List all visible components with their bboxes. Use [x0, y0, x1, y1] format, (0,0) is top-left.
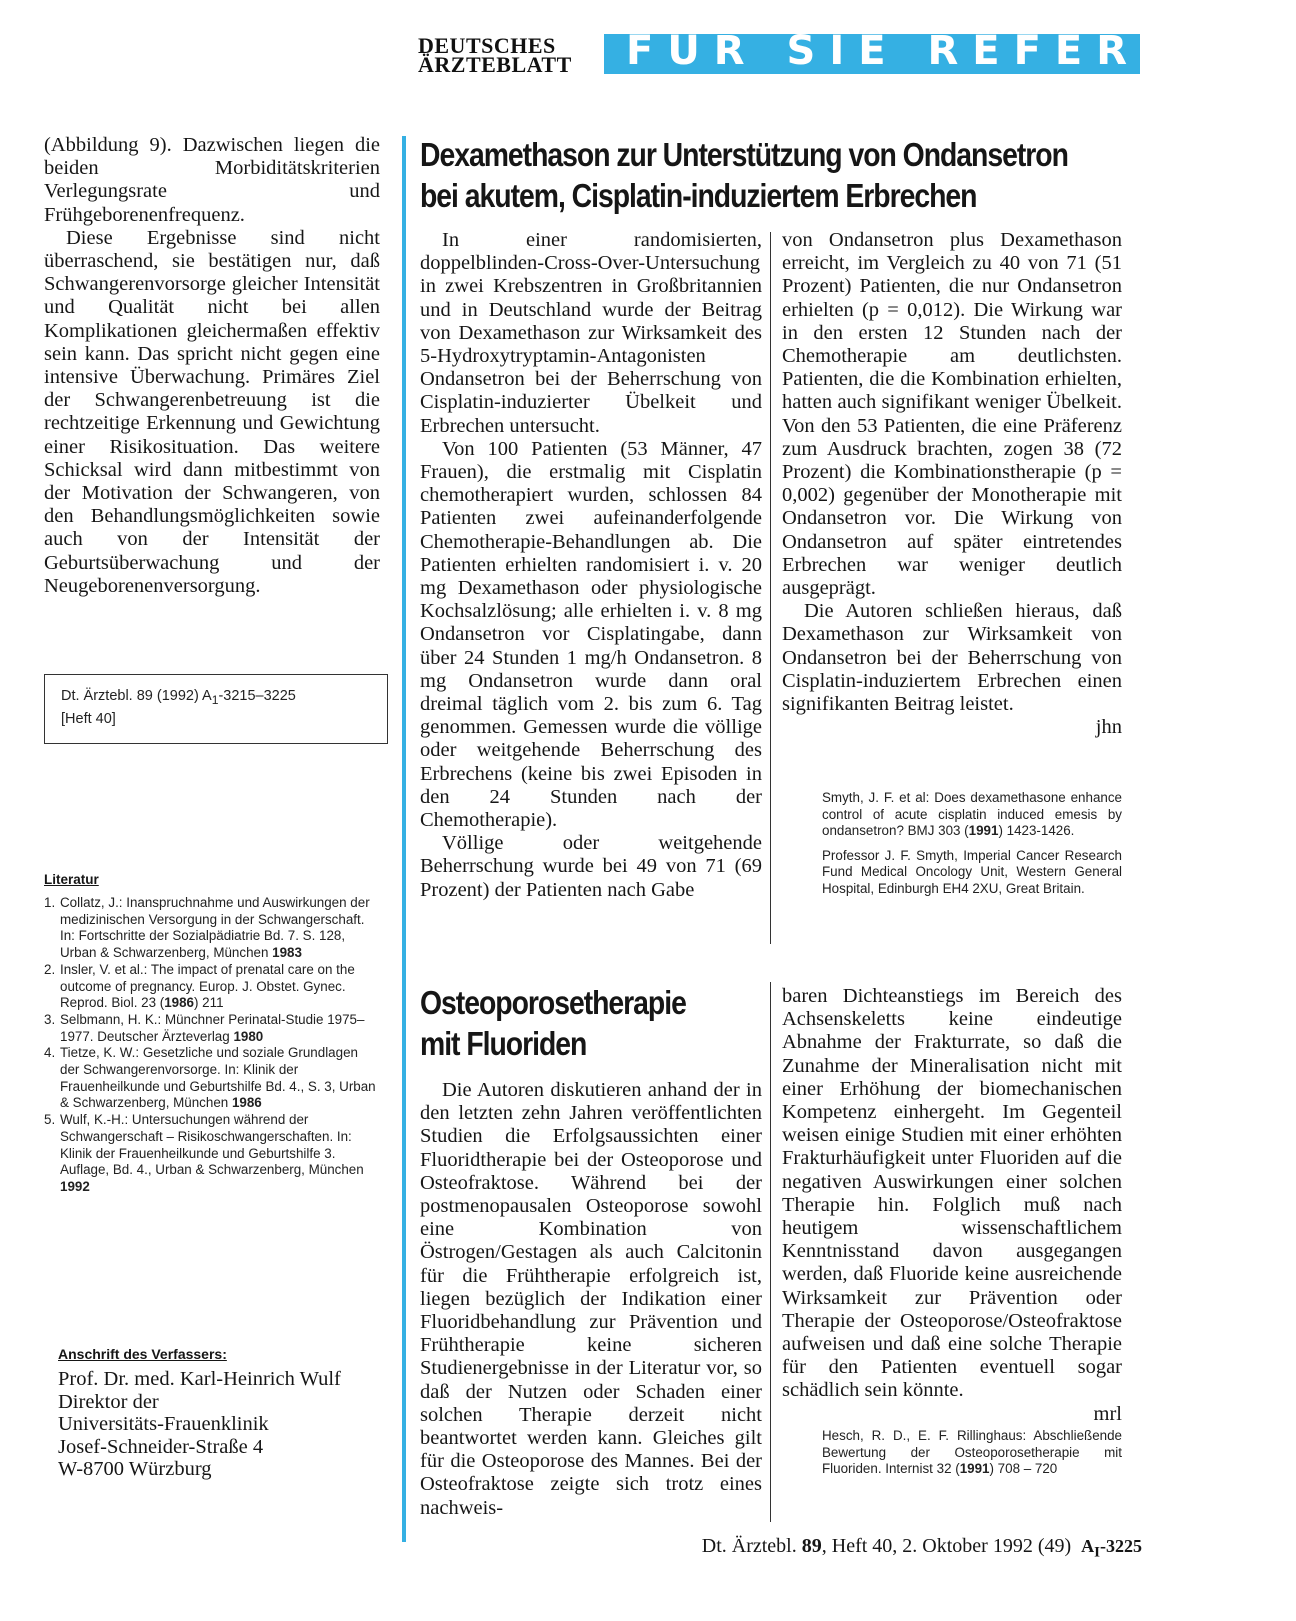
article-1-signature-row	[782, 716, 1122, 739]
left-paragraph-2: Diese Ergebnisse sind nicht überraschend, sie bestätigen nur, daß Schwangerenvorsorge gleicher Intensität und Qualität nicht bei allen Komplikationen gleichermaßen effektiv sein kann. Das spricht nicht gegen eine intensive Überwachung. Primäres Ziel der Schwangerenbetreuung ist die rechtzeitige Erkennung und Gewichtung einer Risikosituation. Das weitere Schicksal wird dann mitbestimmt von der Motivation der Schwangeren, von den Behandlungsmöglichkeiten sowie auch von der Intensität der Geburtsüberwachung und der Neugeborenenversorgung.	[44, 226, 380, 597]
article-1-signature: jhn	[1095, 716, 1122, 739]
literatur-item: 1. Collatz, J.: Inanspruchnahme und Auswirkungen der medizinischen Versorgung in der Schwangerschaft. In: Fortschritte der Sozialpädiatrie Bd. 7. S. 128, Urban & Schwarzenberg, München 1983	[44, 895, 370, 961]
article-1-paragraph: von Ondansetron plus Dexamethason erreicht, im Vergleich zu 40 von 71 (51 Prozent) Patienten, die nur Ondansetron erhielten (p = 0,012). Die Wirkung war in den ersten 12 Stunden nach der Chemotherapie am deutlichsten. Patienten, die die Kombination erhielten, hatten auch signifikant weniger Übelkeit. Von den 53 Patienten, die eine Präferenz zum Ausdruck brachten, zogen 38 (72 Prozent) die Kombinationstherapie (p = 0,002) gegenüber der Monotherapie mit Ondansetron vor. Die Wirkung von Ondansetron auf später eintretendes Erbrechen war weniger deutlich ausgeprägt.	[782, 229, 1122, 600]
citation-box	[44, 674, 388, 744]
article-1-paragraph: Von 100 Patienten (53 Männer, 47 Frauen), die erstmalig mit Cisplatin chemotherapiert wurden, schlossen 84 Patienten zwei aufeinanderfolgende Chemotherapie-Behandlungen ab. Die Patienten erhielten randomisiert i. v. 20 mg Dexamethason oder physiologische Kochsalzlösung; alle erhielten i. v. 8 mg Ondansetron vor Cisplatingabe, dann über 24 Stunden 1 mg/h Ondansetron. 8 mg Ondansetron wurde dann oral dreimal täglich vom 2. bis zum 6. Tag genommen. Gemessen wurde die völlige oder weitgehende Beherrschung des Erbrechens (keine bis zwei Episoden in den 24 Stunden nach der Chemotherapie).	[420, 437, 762, 832]
section-banner	[604, 28, 1296, 74]
literatur-list	[44, 895, 380, 1196]
article-1-paragraph: Die Autoren schließen hieraus, daß Dexamethason zur Wirksamkeit von Ondansetron bei der Beherrschung von Cisplatin-induziertem Erbrechen einen signifikanten Beitrag leistet.	[782, 600, 1122, 716]
literatur-item: 4. Tietze, K. W.: Gesetzliche und soziale Grundlagen der Schwangerenvorsorge. In: Klinik der Frauenheilkunde und Geburtshilfe Bd. 4., S. 3, Urban & Schwarzenberg, München 1986	[44, 1045, 376, 1111]
address-line: Josef-Schneider-Straße 4	[58, 1435, 264, 1458]
address-line: Direktor der	[58, 1390, 159, 1413]
masthead-line-1: DEUTSCHES	[418, 33, 556, 58]
article-1-reference: Professor J. F. Smyth, Imperial Cancer Research Fund Medical Oncology Unit, Western General Hospital, Edinburgh EH4 2XU, Great Britain.	[822, 847, 1122, 896]
article-2-column-2	[782, 985, 1122, 1426]
article-2-signature-row	[782, 1403, 1122, 1426]
literatur-item: 3. Selbmann, H. K.: Münchner Perinatal-Studie 1975–1977. Deutscher Ärzteverlag 1980	[44, 1011, 365, 1044]
article-2-title-line-1: Osteoporosetherapie	[420, 984, 686, 1021]
citation-line-1: Dt. Ärztebl. 89 (1992) $A_1-3215-3225$	[61, 688, 296, 707]
article-2-paragraph: Die Autoren diskutieren anhand der in den letzten zehn Jahren veröffentlichten Studien die Erfolgsaussichten einer Fluoridtherapie bei der Osteoporose und Osteofraktose. Während bei der postmenopausalen Osteoporose sowohl eine Kombination von Östrogen/Gestagen als auch Calcitonin für die Frühtherapie erfolgreich ist, liegen bezüglich der Indikation einer Fluoridbehandlung zur Prävention und Frühtherapie keine sicheren Studienergebnisse in der Literatur vor, so daß der Nutzen oder Schaden einer solchen Therapie derzeit nicht beantwortet werden kann. Gleiches gilt für die Osteoporose des Mannes. Bei der Osteofraktose zeigte sich trotz eines nachweis-	[420, 1079, 762, 1519]
address-line: Universitäts-Frauenklinik	[58, 1413, 269, 1435]
article-2-signature: mrl	[1093, 1402, 1122, 1425]
article-1-title-line-2: bei akutem, Cisplatin-induziertem Erbrechen	[420, 177, 977, 214]
column-rule	[770, 232, 771, 944]
article-1-column-2	[782, 229, 1122, 739]
literatur-section	[44, 872, 380, 1196]
section-title: FÜR SIE REFERIERT	[626, 28, 1296, 74]
article-2-title	[420, 982, 729, 1064]
address-heading: Anschrift des Verfassers:	[58, 1346, 227, 1362]
literatur-item: 5. Wulf, K.-H.: Untersuchungen während der Schwangerschaft – Risikoschwangerschaften. In: Klinik der Frauenheilkunde und Geburtshilfe 3. Auflage, Bd. 4., Urban & Schwarzenberg, München 1992	[44, 1112, 364, 1194]
article-1-reference: Smyth, J. F. et al: Does dexamethasone enhance control of acute cisplatin induced emesis by ondansetron? BMJ 303 (1991) 1423-1426.	[822, 790, 1122, 839]
address-lines	[58, 1368, 394, 1481]
citation-line-2: [Heft 40]	[61, 710, 116, 727]
article-1-paragraph: Völlige oder weitgehende Beherrschung wurde bei 49 von 71 (69 Prozent) der Patienten nach Gabe	[420, 832, 762, 901]
article-1-paragraph: In einer randomisierten, doppelblinden-Cross-Over-Untersuchung in zwei Krebszentren in Großbritannien und in Deutschland wurde der Beitrag von Dexamethason zur Wirksamkeit des 5-Hydroxytryptamin-Antagonisten Ondansetron bei der Beherrschung von Cisplatin-induzierter Übelkeit und Erbrechen untersucht.	[420, 229, 762, 437]
column-rule	[770, 982, 771, 1522]
address-line: Prof. Dr. med. Karl-Heinrich Wulf	[58, 1368, 341, 1390]
accent-bar	[402, 136, 406, 1542]
article-2-references	[822, 1428, 1122, 1486]
left-column-text	[44, 134, 380, 598]
author-address	[58, 1346, 394, 1481]
page-footer: Dt. Ärztebl. 89, Heft 40, 2. Oktober 1992 (49) $A_I-3225$	[701, 1535, 1142, 1561]
page-number: $A_I-3225$	[1081, 1536, 1142, 1561]
masthead-line-2: ÄRZTEBLATT	[418, 52, 572, 77]
article-2-paragraph: baren Dichteanstiegs im Bereich des Achsenskeletts keine eindeutige Abnahme der Frakturrate, so daß die Zunahme der Mineralisation nicht mit einer Erhöhung der biomechanischen Kompetenz einhergeht. Im Gegenteil weisen einige Studien mit einer erhöhten Frakturhäufigkeit unter Fluoriden auf die negativen Auswirkungen einer solchen Therapie hin. Folglich muß nach heutigem wissenschaftlichem Kenntnisstand davon ausgegangen werden, daß Fluoride keine ausreichende Wirksamkeit zur Prävention oder Therapie der Osteoporose/Osteofraktose aufweisen und daß eine solche Therapie für den Patienten eventuell sogar schädlich sein könnte.	[782, 985, 1122, 1402]
literatur-item: 2. Insler, V. et al.: The impact of prenatal care on the outcome of pregnancy. Europ. J. Obstet. Gynec. Reprod. Biol. 23 (1986) 211	[44, 961, 355, 1011]
address-line: W-8700 Würzburg	[58, 1458, 212, 1480]
literatur-heading: Literatur	[44, 872, 99, 887]
left-paragraph-1: (Abbildung 9). Dazwischen liegen die beiden Morbiditätskriterien Verlegungsrate und Frühgeborenenfrequenz.	[44, 134, 380, 226]
article-1-references	[822, 790, 1122, 906]
article-1-column-1	[420, 229, 762, 902]
article-2-reference: Hesch, R. D., E. F. Rillinghaus: Abschließende Bewertung der Osteoporosetherapie mit Fluoriden. Internist 32 (1991) 708 – 720	[822, 1428, 1122, 1477]
article-2-column-1	[420, 1079, 762, 1520]
article-2-title-line-2: mit Fluoriden	[420, 1025, 587, 1062]
article-1-title-line-1: Dexamethason zur Unterstützung von Ondansetron	[420, 136, 1068, 173]
masthead	[418, 33, 588, 77]
article-1-title	[420, 134, 1280, 216]
